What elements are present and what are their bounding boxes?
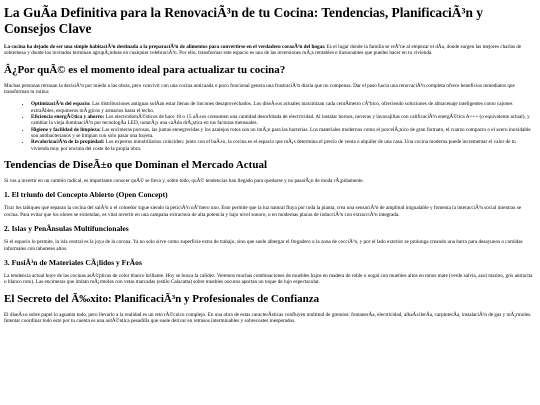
subsection-heading-materials: 3. FusiÃ³n de Materiales CÃ¡lidos y FrÃos [4, 257, 142, 267]
subsection-heading-islands: 2. Islas y PenÃnsulas Multifuncionales [4, 224, 129, 234]
list-item-title: Higiene y facilidad de limpieza: [31, 126, 101, 133]
section-heading-success: El Secreto del Ã‰xito: PlanificaciÃ³n y Profesionales de Confianza [4, 292, 320, 305]
intro-paragraph [4, 44, 534, 57]
list-item [31, 101, 534, 114]
subsection-paragraph-materials: La tendencia actual huye de las cocinas asÃ©pticas de color blanco brillante. Hoy se busca la calidez. Veremos muchas combinaciones de muebles bajos en madera de roble o nogal con muebles altos en tonos mate (verde salvia, azul marino, gris antracita o blanco roto). Las encimeras que imitan mÃ¡rmoles con vetas marcadas (estilo Calacatta) sobre muebles oscuros aportan un toque de lujo espectacular. [4, 272, 533, 286]
subsection-paragraph-islands: Si el espacio lo permite, la isla central es la joya de la corona. Ya no solo sirve como superficie extra de trabajo, sino que suele albergar el fregadero o la zona de cocciÃ³n, y por el lado exterior se prolonga creando una barra para desayunos o comidas informales con taburetes altos. [4, 239, 523, 252]
section-heading-why: Â¿Por quÃ© es el momento ideal para actualizar tu cocina? [4, 63, 286, 76]
list-item-text: Los expertos inmobiliarios coinciden: junto con el baÃ±o, la cocina es el espacio que mÃ¡s determina el precio de venta o alquiler de una casa. Una cocina moderna puede incrementar el valor de tu vivienda muy por encima del coste de la propia obra. [31, 139, 516, 152]
list-item-text: Las distribuciones antiguas solÃan estar llenas de rincones desaprovechados. Los diseÃ±os actuales maximizan cada centÃmetro cÃºbico, ofreciendo soluciones de almacenaje inteligentes como cajones extraÃbles, esquineros mÃ¡gicos y armarios hasta el techo. [31, 101, 513, 114]
intro-text: Es el lugar donde la familia se reÃºne al empezar el dÃa, donde surgen las mejores charlas de sobremesa y donde los invitados terminan agrupÃ¡ndose en cualquier celebraciÃ³n. Por ello, transformar este espacio es una de las inversiones mÃ¡s rentables e ilusionantes que puedes hacer en tu vivienda. [4, 44, 522, 57]
list-item [31, 127, 534, 140]
subsection-heading-open-concept: 1. El triunfo del Concepto Abierto (Open Concept) [4, 190, 168, 200]
list-item-title: Eficiencia energÃ©tica y ahorro: [31, 114, 105, 121]
benefits-list [4, 101, 534, 152]
list-item-text: Los electrodomÃ©sticos de hace 10 o 15 aÃ±os consumen una cantidad desorbitada de electricidad. Al instalar hornos, neveras y lavavajillas con calificaciÃ³n energÃ©tica A+++ (o equivalente actual), y cambiar la vieja iluminaciÃ³n por tecnologÃa LED, notarÃ¡s una caÃda drÃ¡stica en tus facturas mensuales. [31, 114, 530, 127]
list-item-text: Las encimeras porosas, las juntas ennegrecidas y los azulejos rotos son un imÃ¡n para las bacterias. Los materiales modernos como el porcelÃ¡nico de gran formato, el cuarzo compacto o el acero inoxidable son antibacterianos y se limpian con solo pasar una bayeta. [31, 126, 531, 140]
section-paragraph-success: El diseÃ±o sobre papel lo aguanta todo, pero llevarlo a la realidad es un reto tÃ©cnico complejo. En una obra de estas caracterÃsticas confluyen multitud de gremios: fontanerÃa, electricidad, albaÃ±ilerÃa, carpinterÃa, instalaciÃ³n de gas y mÃ¡rmoles. Intentar coordinar todo esto por tu cuenta es una autÃ©ntica pesadilla que suele derivar en retrasos interminables y sobrecostes inesperados. [4, 311, 532, 324]
section-heading-trends: Tendencias de DiseÃ±o que Dominan el Mercado Actual [4, 159, 268, 172]
page-title: La GuÃa Definitiva para la RenovaciÃ³n de tu Cocina: Tendencias, PlanificaciÃ³n y Consejos Clave [4, 5, 483, 36]
list-item [31, 139, 534, 152]
section-paragraph-trends: Si vas a invertir en un cambio radical, es importante conocer quÃ© se lleva y, sobre todo, quÃ© tendencias han llegado para quedarse y no pasarÃ¡n de moda rÃ¡pidamente. [4, 178, 364, 185]
list-item [31, 114, 534, 127]
subsection-paragraph-open-concept: Tirar los tabiques que separan la cocina del salÃ³n o el comedor sigue siendo la peticiÃ³n nÃºmero uno. Esto permite que la luz natural fluya por toda la planta, crea una sensaciÃ³n de amplitud inigualable y fomenta la interacciÃ³n social mientras se cocina. Para evitar que los olores se extiendan, es vital invertir en una campana extractora de alta potencia y bajo nivel sonoro, o en modernas placas de inducciÃ³n con extracciÃ³n integrada. [4, 205, 522, 218]
intro-strong: La cocina ha dejado de ser una simple habitaciÃ³n destinada a la preparaciÃ³n de alimentos para convertirse en el verdadero corazÃ³n del hogar. [4, 44, 326, 50]
section-paragraph-why: Muchas personas retrasan la decisiÃ³n por miedo a las obras, pero convivir con una cocina anticuada o poco funcional genera una frustraciÃ³n diaria que no compensa. Dar el paso hacia una renovaciÃ³n completa ofrece beneficios inmediatos que transforman tu rutina: [4, 82, 515, 96]
list-item-title: RevalorizaciÃ³n de la propiedad: [31, 139, 105, 146]
list-item-title: OptimizaciÃ³n del espacio: [31, 101, 91, 108]
